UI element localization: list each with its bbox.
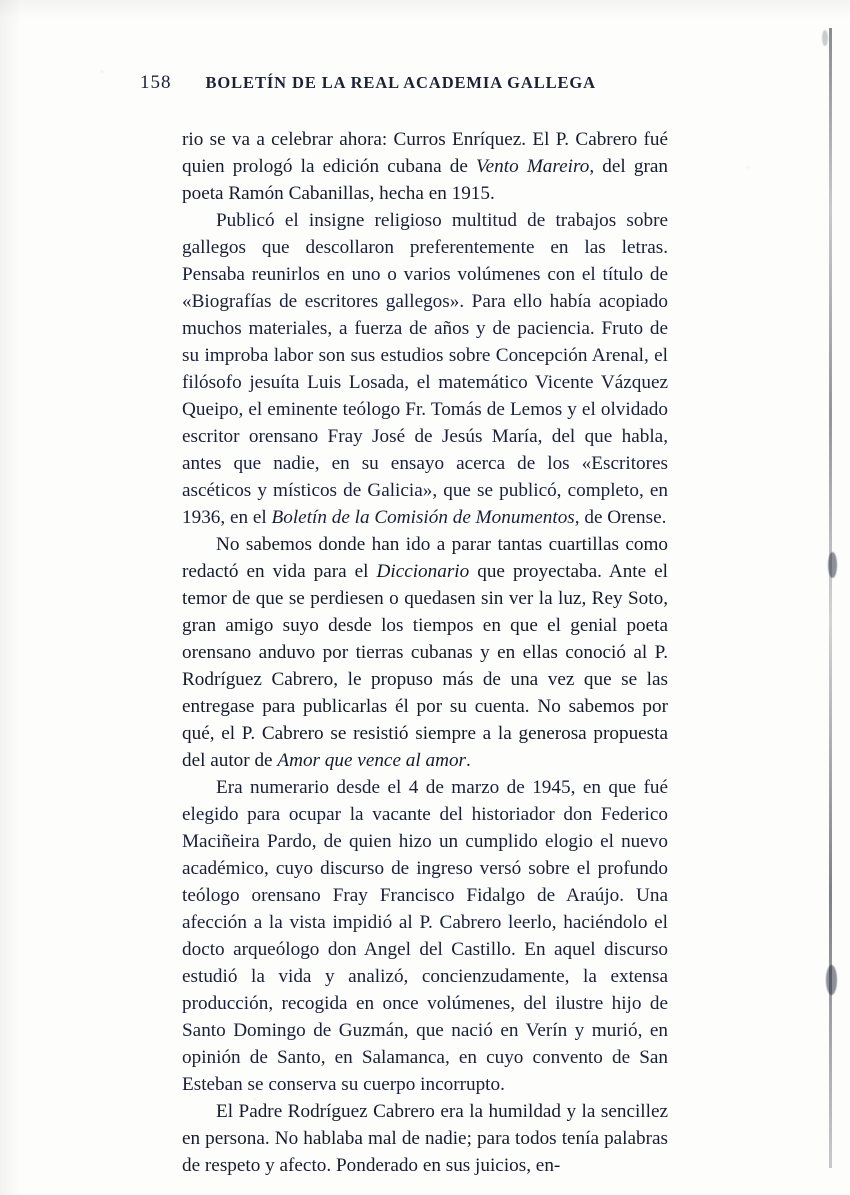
text-run: , del gran poeta Ramón Cabanillas, hecha en 1915. <box>182 156 668 204</box>
text-run: Era numerario desde el 4 de marzo de 1945, en que fué elegido para ocupar la vacante del historiador don Federico Maciñeira Pardo, de quien hizo un cumplido elogio el nuevo académico, cuyo discurso de ingreso versó sobre el profundo teólogo orensano Fray Francisco Fidalgo de Araújo. Una afección a la vista impidió al P. Cabrero leerlo, haciéndolo el docto arqueólogo don Angel del Castillo. En aquel discurso estudió la vida y analizó, concienzudamente, la extensa producción, recogida en once volúmenes, del ilustre hijo de Santo Domingo de Guzmán, que nació en Verín y murió, en opinión de Santo, en Salamanca, en cuyo convento de San Esteban se conserva su cuerpo incorrupto. <box>182 777 668 1095</box>
italic-title: Boletín de la Comisión de Monumentos <box>271 507 575 528</box>
paragraph <box>182 774 668 1098</box>
paragraph <box>182 126 668 207</box>
text-run: . <box>466 750 471 771</box>
text-run: Publicó el insigne religioso multitud de trabajos sobre gallegos que descollaron preferentemente en las letras. Pensaba reunirlos en uno o varios volúmenes con el título de «Biografías de escritores gallegos». Para ello había acopiado muchos materiales, a fuerza de años y de paciencia. Fruto de su improba labor son sus estudios sobre Concepción Arenal, el filósofo jesuíta Luis Losada, el matemático Vicente Vázquez Queipo, el eminente teólogo Fr. Tomás de Lemos y el olvidado escritor orensano Fray José de Jesús María, del que habla, antes que nadie, en su ensayo acerca de los «Escritores ascéticos y místicos de Galicia», que se publicó, completo, en 1936, en el <box>182 210 668 528</box>
text-run: que proyectaba. Ante el temor de que se perdiesen o quedasen sin ver la luz, Rey Soto, gran amigo suyo desde los tiempos en que el genial poeta orensano anduvo por tierras cubanas y en ellas conoció al P. Rodríguez Cabrero, le propuso más de una vez que se las entregase para publicarlas él por su cuenta. No sabemos por qué, el P. Cabrero se resistió siempre a la generosa propuesta del autor de <box>182 561 669 771</box>
text-run: , de Orense. <box>574 507 667 528</box>
body-text <box>182 126 668 1179</box>
running-title: BOLETÍN DE LA REAL ACADEMIA GALLEGA <box>205 73 596 92</box>
italic-title: Amor que vence al amor <box>277 750 466 771</box>
paragraph <box>182 1098 668 1179</box>
italic-title: Diccionario <box>376 561 470 582</box>
paragraph <box>182 207 668 531</box>
paragraph <box>182 531 668 774</box>
page-header <box>140 72 740 94</box>
text-run: No sabemos donde han ido a parar tantas cuartillas como redactó en vida para el <box>182 534 668 582</box>
text-run: El Padre Rodríguez Cabrero era la humildad y la sencillez en persona. No hablaba mal de nadie; para todos tenía palabras de respeto y afecto. Ponderado en sus juicios, en- <box>182 1101 668 1176</box>
folio-number: 158 <box>140 72 172 93</box>
text-run: rio se va a celebrar ahora: Curros Enríquez. El P. Cabrero fué quien prologó la edición cubana de <box>182 129 668 177</box>
italic-title: Vento Mareiro <box>476 156 590 177</box>
